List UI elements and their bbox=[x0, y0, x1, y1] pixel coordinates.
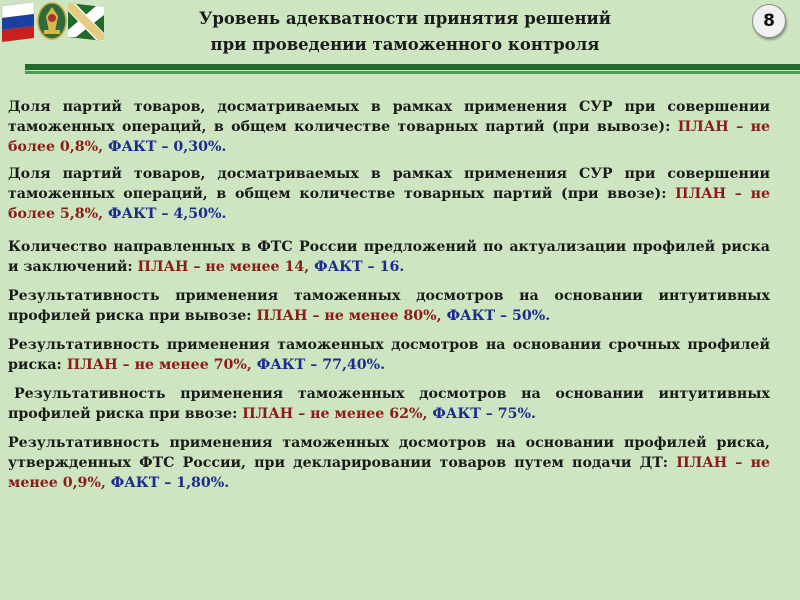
paragraph-text: Количество направленных в ФТС России предложений по актуализации профилей риска и заключений: bbox=[8, 239, 770, 275]
content-area bbox=[8, 97, 770, 493]
plan-value: ПЛАН – не менее 14, bbox=[137, 259, 310, 275]
page-title-line-2: при проведении таможенного контроля bbox=[210, 35, 600, 54]
page-number-badge: 8 bbox=[752, 4, 786, 38]
fact-value: ФАКТ – 1,80%. bbox=[110, 475, 230, 491]
paragraph-intuitive-import bbox=[8, 384, 770, 424]
paragraph-export-share bbox=[8, 97, 770, 157]
russian-flag-icon bbox=[2, 2, 34, 42]
fact-value: ФАКТ – 77,40%. bbox=[256, 357, 386, 373]
fact-value: ФАКТ – 75%. bbox=[432, 406, 536, 422]
paragraph-text: Результативность применения таможенных досмотров на основании интуитивных профилей риска при ввозе: bbox=[8, 386, 770, 422]
paragraph-import-share bbox=[8, 164, 770, 224]
paragraph-text: Результативность применения таможенных досмотров на основании срочных профилей риска: bbox=[8, 337, 770, 373]
plan-value: ПЛАН – не менее 70%, bbox=[66, 357, 252, 373]
paragraph-urgent-profiles bbox=[8, 335, 770, 375]
fact-value: ФАКТ – 4,50%. bbox=[107, 206, 227, 222]
customs-emblem-icon bbox=[38, 3, 66, 39]
plan-value: ПЛАН – не более 0,8%, bbox=[8, 119, 770, 155]
paragraph-approved-profiles bbox=[8, 433, 770, 493]
fact-value: ФАКТ – 16. bbox=[314, 259, 405, 275]
paragraph-text: Доля партий товаров, досматриваемых в рамках применения СУР при совершении таможенных операций, в общем количестве товарных партий (при вывозе): bbox=[8, 99, 770, 135]
paragraph-text: Результативность применения таможенных досмотров на основании интуитивных профилей риска при вывозе: bbox=[8, 288, 770, 324]
paragraph-intuitive-export bbox=[8, 286, 770, 326]
paragraph-text: Доля партий товаров, досматриваемых в рамках применения СУР при совершении таможенных операций, в общем количестве товарных партий (при ввозе): bbox=[8, 166, 770, 202]
customs-flag-icon bbox=[68, 3, 104, 41]
header-divider-light bbox=[25, 71, 800, 74]
customs-logo-icon bbox=[0, 0, 105, 42]
header-divider bbox=[25, 64, 800, 70]
plan-value: ПЛАН – не менее 80%, bbox=[256, 308, 442, 324]
plan-value: ПЛАН – не менее 0,9%, bbox=[8, 455, 770, 491]
paragraph-proposals-count bbox=[8, 237, 770, 277]
fact-value: ФАКТ – 50%. bbox=[446, 308, 551, 324]
paragraph-text: Результативность применения таможенных досмотров на основании профилей риска, утвержденных ФТС России, при декларировании товаров путем подачи ДТ: bbox=[8, 435, 770, 471]
page-title bbox=[110, 6, 700, 58]
fact-value: ФАКТ – 0,30%. bbox=[107, 139, 227, 155]
plan-value: ПЛАН – не более 5,8%, bbox=[8, 186, 770, 222]
plan-value: ПЛАН – не менее 62%, bbox=[242, 406, 428, 422]
page-title-line-1: Уровень адекватности принятия решений bbox=[198, 9, 612, 28]
